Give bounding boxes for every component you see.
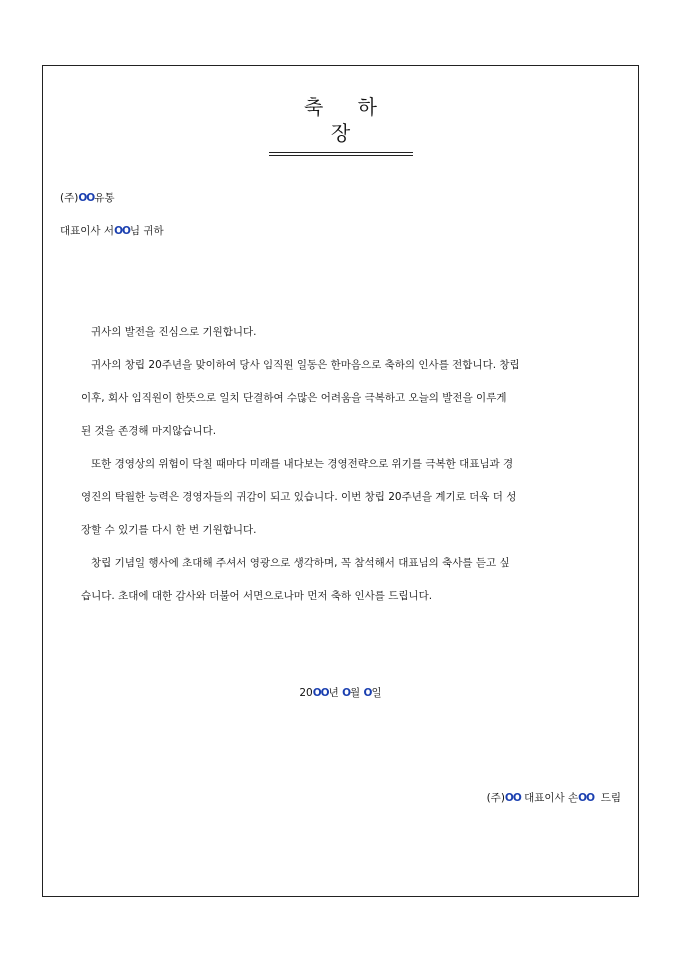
recipient-company-suffix: 유통 xyxy=(94,192,115,204)
body-paragraph-2-line-3: 된 것을 존경해 마지않습니다. xyxy=(81,425,217,437)
title-block xyxy=(43,94,638,156)
date-year-suffix: 년 xyxy=(328,687,343,699)
body-paragraph-2-line-2: 이후, 회사 임직원이 한뜻으로 일치 단결하여 수많은 어려움을 극복하고 오늘의 발전을 이루게 xyxy=(81,392,507,404)
sender-signature xyxy=(487,791,621,805)
body-paragraph-1: 귀사의 발전을 진심으로 기원합니다. xyxy=(91,326,257,338)
sender-prefix: (주) xyxy=(486,792,505,804)
document-page xyxy=(42,65,639,897)
date-year-prefix: 20 xyxy=(299,687,313,699)
sender-company-marks: OO xyxy=(504,792,521,804)
body-paragraph-4-line-1: 창립 기념일 행사에 초대해 주셔서 영광으로 생각하며, 꼭 참석해서 대표님의 축사를 듣고 싶 xyxy=(91,557,510,569)
sender-suffix: 드림 xyxy=(594,792,621,804)
sender-name-marks: OO xyxy=(578,792,595,804)
date-day-marks: O xyxy=(363,687,372,699)
recipient-ceo xyxy=(60,224,164,238)
recipient-ceo-marks: OO xyxy=(114,225,130,237)
recipient-company-prefix: (주) xyxy=(60,192,79,204)
body-paragraph-3-line-3: 장할 수 있기를 다시 한 번 기원합니다. xyxy=(81,524,257,536)
document-date xyxy=(43,686,638,700)
body-paragraph-3-line-1: 또한 경영상의 위험이 닥칠 때마다 미래를 내다보는 경영전략으로 위기를 극복한 대표님과 경 xyxy=(91,458,514,470)
date-day-suffix: 일 xyxy=(371,687,382,699)
date-month-suffix: 월 xyxy=(350,687,364,699)
recipient-ceo-suffix: 님 귀하 xyxy=(129,225,164,237)
body-paragraph-2-line-1: 귀사의 창립 20주년을 맞이하여 당사 임직원 일동은 한마음으로 축하의 인사를 전합니다. 창립 xyxy=(91,359,520,371)
recipient-ceo-prefix: 대표이사 서 xyxy=(60,225,115,237)
body-paragraph-4-line-2: 습니다. 초대에 대한 감사와 더불어 서면으로나마 먼저 축하 인사를 드립니다. xyxy=(81,590,433,602)
date-month-marks: O xyxy=(342,687,351,699)
sender-middle: 대표이사 손 xyxy=(520,792,579,804)
document-title: 축 하 장 xyxy=(269,94,413,156)
recipient-company xyxy=(60,191,115,205)
date-year-marks: OO xyxy=(312,687,329,699)
recipient-company-marks: OO xyxy=(78,192,95,204)
body-paragraph-3-line-2: 영진의 탁월한 능력은 경영자들의 귀감이 되고 있습니다. 이번 창립 20주년을 계기로 더욱 더 성 xyxy=(81,491,517,503)
